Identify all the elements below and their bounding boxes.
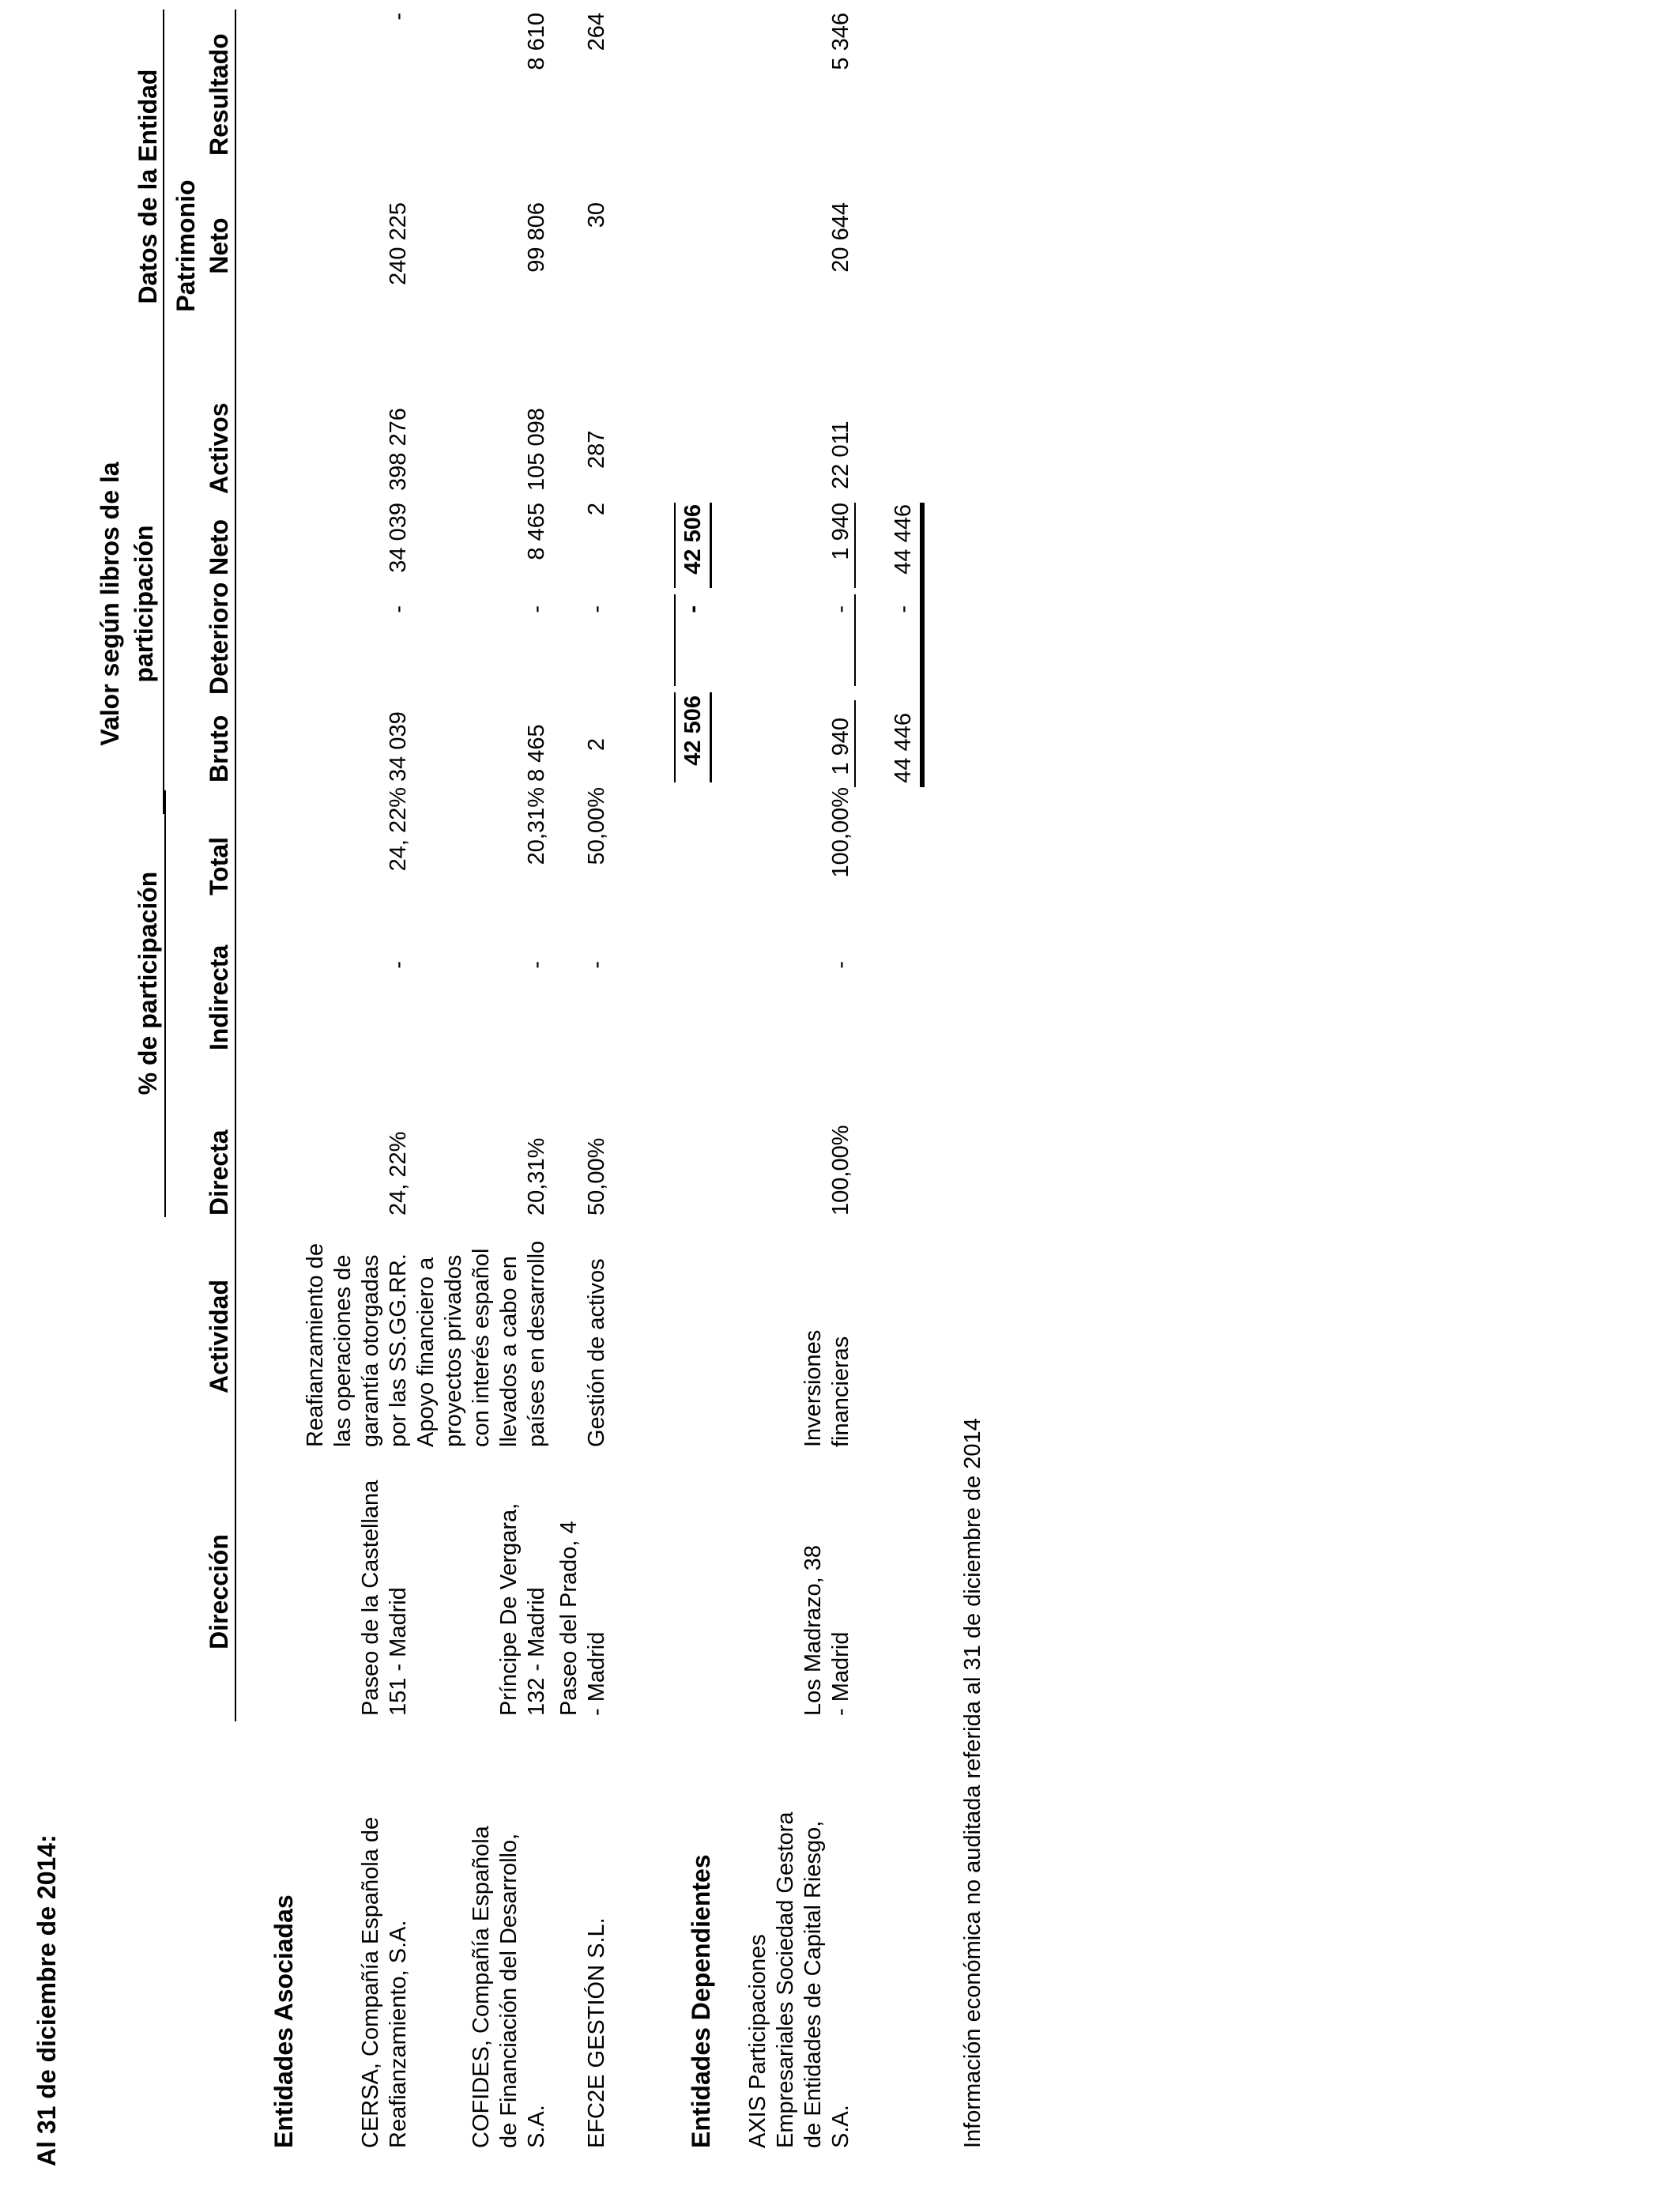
entity-name: Empresariales Sociedad Gestora <box>773 1811 798 2148</box>
value-neto: 34 039 <box>386 503 411 573</box>
entity-address: Paseo del Prado, 4 <box>556 1521 582 1716</box>
entity-activity: las operaciones de <box>330 1254 356 1447</box>
section-asociadas: Entidades Asociadas <box>269 1894 298 2148</box>
entity-activity: países en desarrollo <box>524 1240 549 1447</box>
value-activos: 287 <box>584 430 609 469</box>
value-patrimonio: 30 <box>584 202 609 228</box>
entity-name: Reafianzamiento, S.A. <box>386 1920 411 2148</box>
entity-activity: llevados a cabo en <box>496 1256 522 1447</box>
rule-valor-libros <box>163 354 164 814</box>
header-actividad: Actividad <box>205 1279 233 1394</box>
entity-activity: proyectos privados <box>441 1254 466 1447</box>
subtotal-neto-underline <box>710 503 712 588</box>
value-neto: 2 <box>584 503 609 516</box>
subtotal-bruto-underline <box>710 692 712 782</box>
row-deterioro-underline <box>854 594 856 686</box>
value-neto: 8 465 <box>524 503 549 560</box>
value-bruto: 34 039 <box>386 711 411 782</box>
entity-address: Príncipe De Vergara, <box>496 1502 522 1716</box>
header-directa: Directa <box>205 1129 233 1216</box>
entity-name: de Entidades de Capital Riesgo, <box>800 1820 826 2148</box>
header-direccion: Dirección <box>205 1534 233 1649</box>
total-bruto: 44 446 <box>891 713 916 783</box>
subtotal-deterioro-rule <box>674 594 676 686</box>
value-directa: 20,31% <box>524 1137 549 1216</box>
value-total: 100,00% <box>828 787 853 878</box>
value-directa: 50,00% <box>584 1137 609 1216</box>
header-total: Total <box>205 836 233 895</box>
entity-address: - Madrid <box>828 1631 853 1716</box>
rule-participacion <box>164 790 166 1217</box>
subtotal-bruto-rule <box>674 692 676 782</box>
entity-address: Los Madrazo, 38 <box>800 1544 826 1716</box>
value-indirecta: - <box>828 961 853 969</box>
value-deterioro: - <box>828 605 853 613</box>
entity-activity: con interés español <box>469 1248 494 1447</box>
total-double-underline <box>920 503 925 787</box>
entity-address: 132 - Madrid <box>524 1587 549 1716</box>
value-resultado: 5 346 <box>828 13 853 70</box>
header-neto: Neto <box>205 518 233 575</box>
value-deterioro: - <box>584 605 609 613</box>
entity-address: - Madrid <box>584 1631 609 1716</box>
value-resultado: 8 610 <box>524 13 549 70</box>
header-participacion: % de participación <box>134 871 162 1095</box>
entity-name: S.A. <box>524 2105 549 2148</box>
section-dependientes: Entidades Dependientes <box>687 1854 715 2148</box>
value-directa: 100,00% <box>828 1125 853 1216</box>
value-indirecta: - <box>524 961 549 969</box>
entity-activity: Apoyo financiero a <box>413 1257 439 1447</box>
header-deterioro: Deterioro <box>205 582 233 695</box>
value-neto: 1 940 <box>828 503 853 560</box>
entity-name: COFIDES, Compañía Española <box>469 1826 494 2148</box>
entity-name: de Financiación del Desarrollo, <box>496 1833 522 2148</box>
value-deterioro: - <box>386 605 411 613</box>
value-patrimonio: 99 806 <box>524 202 549 273</box>
header-valor-libros-2: participación <box>130 525 158 683</box>
header-valor-libros-1: Valor según libros de la <box>96 462 124 746</box>
entity-name: AXIS Participaciones <box>745 1934 770 2148</box>
subtotal-deterioro: - <box>680 605 706 613</box>
value-activos: 22 011 <box>828 420 853 489</box>
entity-name: CERSA, Compañía Española de <box>358 1816 383 2148</box>
subtotal-bruto: 42 506 <box>680 696 706 766</box>
subtotal-neto-rule <box>674 503 676 588</box>
header-bruto: Bruto <box>205 714 233 782</box>
header-datos-entidad: Datos de la Entidad <box>134 69 162 304</box>
entity-activity: por las SS.GG.RR. <box>386 1253 411 1447</box>
total-neto: 44 446 <box>891 504 916 575</box>
value-bruto: 8 465 <box>524 724 549 782</box>
value-indirecta: - <box>386 961 411 969</box>
value-patrimonio: 20 644 <box>828 202 853 273</box>
entity-address: 151 - Madrid <box>386 1587 411 1716</box>
header-patrimonio-neto: Neto <box>205 217 233 274</box>
value-activos: 105 098 <box>524 408 549 491</box>
value-directa: 24, 22% <box>386 1131 411 1216</box>
entity-address: Paseo de la Castellana <box>358 1480 383 1716</box>
entity-name: S.A. <box>828 2105 853 2148</box>
subtotal-neto: 42 506 <box>680 504 706 575</box>
document-title: Al 31 de diciembre de 2014: <box>32 1834 61 2166</box>
entity-activity: financieras <box>828 1336 853 1447</box>
value-indirecta: - <box>584 961 609 969</box>
value-total: 20,31% <box>524 787 549 865</box>
rule-datos-entidad <box>163 9 164 367</box>
total-deterioro: - <box>891 605 916 613</box>
header-resultado: Resultado <box>205 33 233 156</box>
entity-activity: Reafianzamiento de <box>303 1243 328 1447</box>
value-deterioro: - <box>524 605 549 613</box>
value-bruto: 1 940 <box>828 718 853 775</box>
entity-activity: Inversiones <box>800 1329 826 1447</box>
row-bruto-underline <box>854 700 856 787</box>
entity-name: EFC2E GESTIÓN S.L. <box>584 1917 609 2148</box>
value-activos: 398 276 <box>386 408 411 491</box>
footnote: Información económica no auditada referida al 31 de diciembre de 2014 <box>960 1418 985 2148</box>
header-activos: Activos <box>205 402 233 494</box>
value-patrimonio: 240 225 <box>386 202 411 285</box>
value-resultado: 264 <box>584 13 609 51</box>
header-patrimonio: Patrimonio <box>171 179 200 312</box>
value-resultado: - <box>386 13 411 21</box>
value-total: 50,00% <box>584 787 609 865</box>
entity-activity: Gestión de activos <box>584 1258 609 1447</box>
value-total: 24, 22% <box>386 787 411 872</box>
value-bruto: 2 <box>584 738 609 752</box>
entity-activity: garantía otorgadas <box>358 1254 383 1447</box>
header-indirecta: Indirecta <box>205 944 233 1050</box>
row-neto-underline <box>854 503 856 588</box>
header-rule <box>235 9 236 1721</box>
